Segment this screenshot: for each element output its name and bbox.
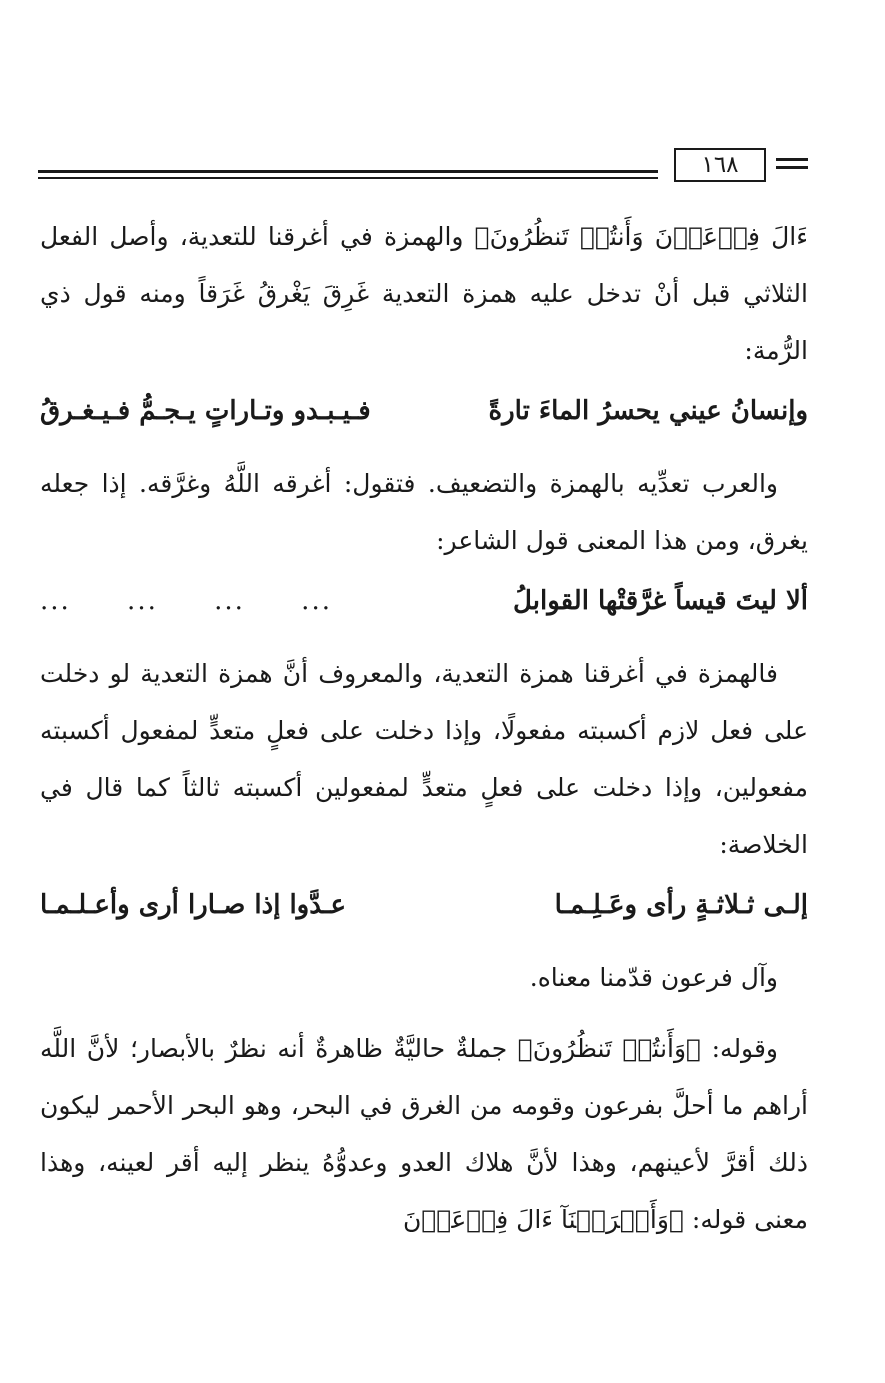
verse-2-second-hemistich: ألا ليتَ قيساً غرَّقتْها القوابلُ [513, 586, 808, 616]
paragraph-1: ءَالَ فِرۡعَوۡنَ وَأَنتُمۡ تَنظُرُونَ﴾ والهمزة في أغرقنا للتعدية، وأصل الفعل الثلاثي قبل أنْ تدخل عليه همزة التعدية غَرِقَ يَغْرقُ غَرَقاً ومنه قول ذي الرُّمة: [40, 222, 808, 365]
header-rule-thin [38, 177, 658, 179]
verse-3-second-hemistich: عـدَّوا إذا صـارا أرى وأعـلـمـا [40, 890, 347, 920]
paragraph-5: وقوله: ﴿وَأَنتُمۡ تَنظُرُونَ﴾ جملةٌ حاليَّةٌ ظاهرةٌ أنه نظرٌ بالأبصار؛ لأنَّ اللَّه أراهم ما أحلَّ بفرعون وقومه من الغرق في البحر، وهو البحر الأحمر ليكون ذلك أقرَّ لأعينهم، وهذا لأنَّ هلاك العدو وعدوُّهُ ينظر إليه أقر لعينه، وهذا معنى قوله: ﴿وَأَغۡرَقۡنَآ ءَالَ فِرۡعَوۡنَ [40, 1034, 808, 1234]
verse-1-second-hemistich: فـيـبـدو وتـاراتٍ يـجـمُّ فـيـغـرقُ [40, 396, 371, 426]
verse-3-first-hemistich: إلـى ثـلاثـةٍ رأى وعَـلِـمـا [554, 890, 808, 920]
page-number: ١٦٨ [674, 148, 766, 182]
verse-poet [40, 571, 808, 631]
page-body [40, 208, 808, 1248]
header-short-rule-bottom [776, 166, 808, 169]
verse-dhu-al-rumma [40, 381, 808, 441]
header-rule-thick [38, 170, 658, 173]
paragraph-3: فالهمزة في أغرقنا همزة التعدية، والمعروف أنَّ همزة التعدية لو دخلت على فعل لازم أكسبته مفعولًا، وإذا دخلت على فعلٍ متعدٍّ لمفعول أكسبته مفعولين، وإذا دخلت على فعلٍ متعدٍّ لمفعولين أكسبته ثالثاً كما قال في الخلاصة: [40, 659, 808, 859]
verse-1-first-hemistich: وإنسانُ عيني يحسرُ الماءَ تارةً [488, 396, 808, 426]
paragraph-2: والعرب تعدِّيه بالهمزة والتضعيف. فتقول: أغرقه اللَّهُ وغرَّقه. إذا جعله يغرق، ومن هذا المعنى قول الشاعر: [40, 469, 808, 555]
verse-khulasa [40, 875, 808, 935]
paragraph-4: وآل فرعون قدّمنا معناه. [529, 963, 778, 992]
verse-2-ellipsis: ... ... ... ... [40, 586, 332, 616]
header-short-rule-top [776, 158, 808, 161]
page-header [38, 148, 808, 184]
